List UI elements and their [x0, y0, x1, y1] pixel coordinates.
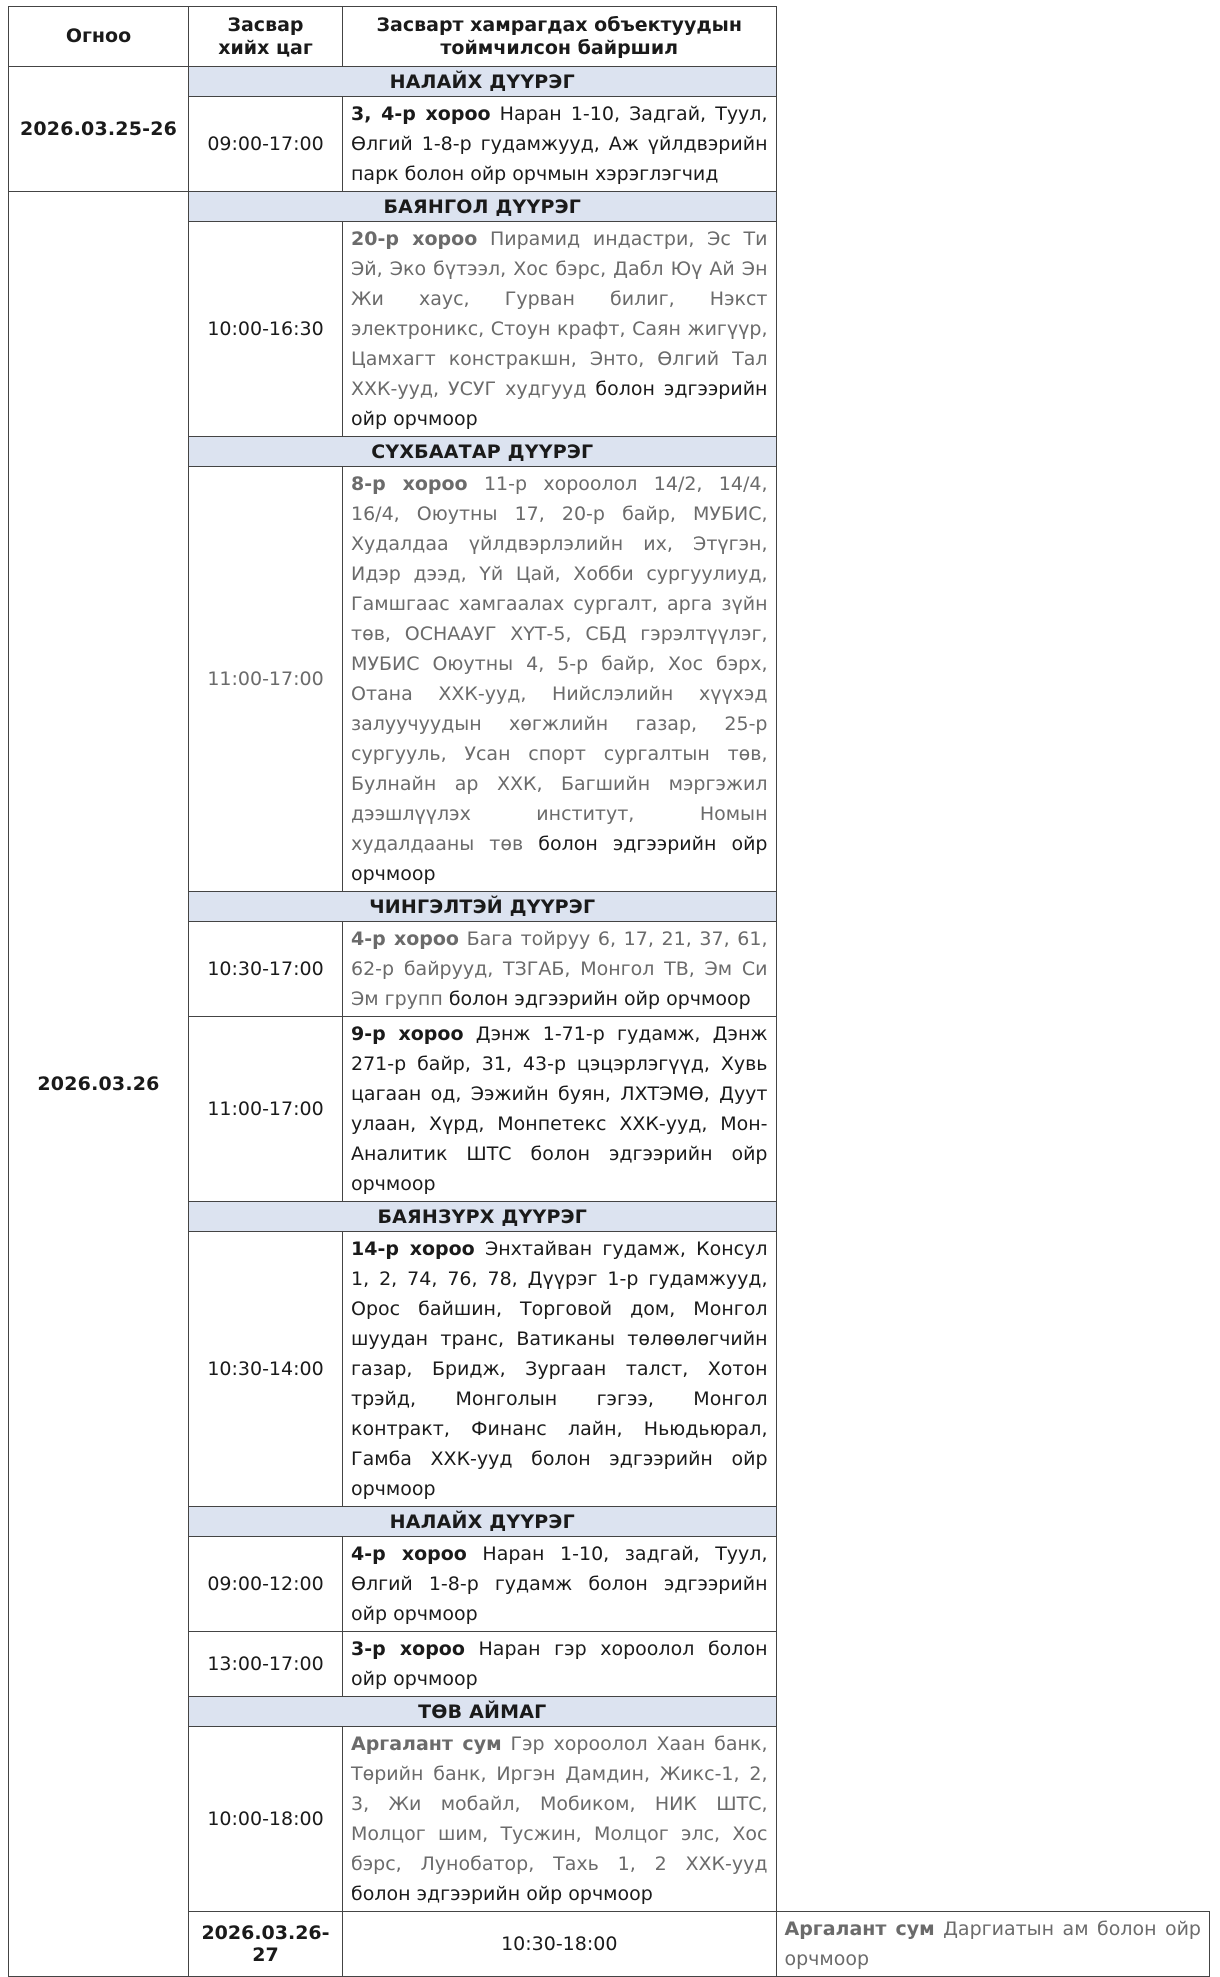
date-cell: 2026.03.26-27: [189, 1912, 343, 1977]
khoroo-label: 14-р хороо: [351, 1238, 475, 1260]
khoroo-label: 4-р хороо: [351, 928, 459, 950]
table-row: [9, 1017, 1210, 1202]
khoroo-label: 4-р хороо: [351, 1543, 467, 1565]
location-cell: [343, 1632, 777, 1697]
table-row: [9, 1632, 1210, 1697]
table-row: [9, 1912, 1210, 1977]
time-cell: 10:30-18:00: [343, 1912, 777, 1977]
district-name: БАЯНГОЛ ДҮҮРЭГ: [189, 192, 777, 222]
district-name: ТӨВ АЙМАГ: [189, 1697, 777, 1727]
header-time-line1: Засвар: [227, 13, 304, 36]
date-cell: 2026.03.25-26: [9, 67, 189, 192]
location-tail: болон эдгээрийн ойр орчмоор: [351, 378, 768, 430]
khoroo-label: Аргалант сум: [784, 1918, 935, 1940]
location-text: Даргиатын ам болон ойр орчмоор: [784, 1918, 1201, 1970]
time-cell: 09:00-12:00: [189, 1537, 343, 1632]
location-text: Наран гэр хороолол болон ойр орчмоор: [351, 1638, 768, 1690]
khoroo-label: 9-р хороо: [351, 1023, 464, 1045]
maintenance-schedule-table: [8, 6, 1210, 1977]
location-cell: [343, 97, 777, 192]
district-name: СҮХБААТАР ДҮҮРЭГ: [189, 437, 777, 467]
district-row: [9, 1202, 1210, 1232]
district-name: НАЛАЙХ ДҮҮРЭГ: [189, 1507, 777, 1537]
location-cell: [343, 1017, 777, 1202]
district-row: [9, 437, 1210, 467]
location-text: Гэр хороолол Хаан банк, Төрийн банк, Иргэн Дамдин, Жикс-1, 2, 3, Жи мобайл, Мобиком, НИК ШТС, Молцог шим, Тусжин, Молцог элс, Хос бэрс, Лунобатор, Тахь 1, 2 ХХК-ууд: [351, 1733, 768, 1875]
location-cell: [343, 922, 777, 1017]
table-row: [9, 467, 1210, 892]
table-row: [9, 922, 1210, 1017]
time-cell: 11:00-17:00: [189, 467, 343, 892]
header-time-line2: хийх цаг: [218, 36, 313, 59]
location-text: Дэнж 1-71-р гудамж, Дэнж 271-р байр, 31, 43-р цэцэрлэгүүд, Хувь цагаан од, Ээжийн буян, ЛХТЭМӨ, Дуут улаан, Хүрд, Монпетекс ХХК-ууд, Мон-Аналитик ШТС болон эдгээрийн ойр орчмоор: [351, 1023, 768, 1195]
location-text: Наран 1-10, Задгай, Туул, Өлгий 1-8-р гудамжууд, Аж үйлдвэрийн парк болон ойр орчмын хэрэглэгчид: [351, 103, 768, 185]
district-row: [9, 67, 1210, 97]
location-cell: [343, 222, 777, 437]
time-cell: 11:00-17:00: [189, 1017, 343, 1202]
header-location: Засварт хамрагдах объектуудын тоймчилсон байршил: [343, 7, 777, 67]
district-name: БАЯНЗҮРХ ДҮҮРЭГ: [189, 1202, 777, 1232]
time-cell: 10:30-14:00: [189, 1232, 343, 1507]
table-row: [9, 97, 1210, 192]
district-row: [9, 892, 1210, 922]
table-row: [9, 1727, 1210, 1912]
location-text: Энхтайван гудамж, Консул 1, 2, 74, 76, 78, Дүүрэг 1-р гудамжууд, Орос байшин, Торговой дом, Монгол шуудан транс, Ватиканы төлөөлөгчийн газар, Бридж, Зургаан талст, Хотон трэйд, Монголын гэгээ, Монгол контракт, Финанс лайн, Ньюдьюрал, Гамба ХХК-ууд болон эдгээрийн ойр орчмоор: [351, 1238, 768, 1500]
location-cell: [343, 1232, 777, 1507]
district-row: [9, 192, 1210, 222]
location-cell: [343, 1727, 777, 1912]
district-name: НАЛАЙХ ДҮҮРЭГ: [189, 67, 777, 97]
location-cell: [343, 467, 777, 892]
location-text: Пирамид индастри, Эс Ти Эй, Эко бүтээл, Хос бэрс, Дабл Юү Ай Эн Жи хаус, Гурван билиг, Нэкст электроникс, Стоун крафт, Саян жигүүр, Цамхагт констракшн, Энто, Өлгий Тал ХХК-ууд, УСУГ худгууд: [351, 228, 768, 400]
district-name: ЧИНГЭЛТЭЙ ДҮҮРЭГ: [189, 892, 777, 922]
table-row: [9, 222, 1210, 437]
table-row: [9, 1232, 1210, 1507]
time-cell: 09:00-17:00: [189, 97, 343, 192]
time-cell: 10:00-16:30: [189, 222, 343, 437]
table-header-row: [9, 7, 1210, 67]
location-text: Бага тойруу 6, 17, 21, 37, 61, 62-р байрууд, ТЗГАБ, Монгол ТВ, Эм Си Эм групп: [351, 928, 768, 1010]
header-date: Огноо: [9, 7, 189, 67]
khoroo-label: 3, 4-р хороо: [351, 103, 491, 125]
location-text: Наран 1-10, задгай, Туул, Өлгий 1-8-р гудамж болон эдгээрийн ойр орчмоор: [351, 1543, 768, 1625]
khoroo-label: 8-р хороо: [351, 473, 468, 495]
table-row: [9, 1537, 1210, 1632]
location-tail: болон эдгээрийн ойр орчмоор: [351, 833, 768, 885]
khoroo-label: 20-р хороо: [351, 228, 478, 250]
location-cell: [343, 1537, 777, 1632]
district-row: [9, 1507, 1210, 1537]
location-tail: болон эдгээрийн ойр орчмоор: [442, 988, 751, 1010]
time-cell: 10:00-18:00: [189, 1727, 343, 1912]
location-cell: [776, 1912, 1210, 1977]
date-cell: 2026.03.26: [9, 192, 189, 1977]
time-cell: 13:00-17:00: [189, 1632, 343, 1697]
khoroo-label: Аргалант сум: [351, 1733, 502, 1755]
khoroo-label: 3-р хороо: [351, 1638, 465, 1660]
header-time: [189, 7, 343, 67]
location-tail: болон эдгээрийн ойр орчмоор: [351, 1883, 653, 1905]
location-text: 11-р хороолол 14/2, 14/4, 16/4, Оюутны 17, 20-р байр, МУБИС, Худалдаа үйлдвэрлэлийн их, Этүгэн, Идэр дээд, Үй Цай, Хобби сургуулиуд, Гамшгаас хамгаалах сургалт, арга зүйн төв, ОСНААУГ ХҮТ-5, СБД гэрэлтүүлэг, МУБИС Оюутны 4, 5-р байр, Хос бэрх, Отана ХХК-ууд, Нийслэлийн хүүхэд залуучуудын хөгжлийн газар, 25-р сургууль, Усан спорт сургалтын төв, Булнайн ар ХХК, Багшийн мэргэжил дээшлүүлэх институт, Номын худалдааны төв: [351, 473, 768, 855]
time-cell: 10:30-17:00: [189, 922, 343, 1017]
district-row: [9, 1697, 1210, 1727]
